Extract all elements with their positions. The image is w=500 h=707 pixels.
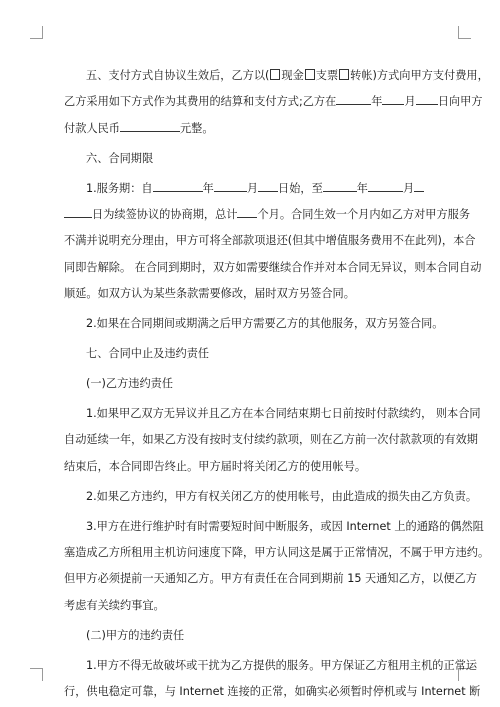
checkbox-cash[interactable] xyxy=(270,69,280,80)
blank-pay-month[interactable] xyxy=(382,93,404,105)
blank-start-month[interactable] xyxy=(214,180,247,192)
section-heading-breach: 七、合同中止及违约责任 xyxy=(86,347,210,361)
breach-a-line-2: 行，供电稳定可靠，与 Internet 连接的正常，如确实必须暂时停机或与 Internet 断 xyxy=(64,684,481,698)
document-body xyxy=(64,63,490,705)
crop-mark-top-right xyxy=(458,26,471,39)
blank-amount[interactable] xyxy=(120,120,180,132)
checkbox-check[interactable] xyxy=(305,69,315,80)
breach-b-line-2: 自动延续一年，如果乙方没有按时支付续约款项，则在乙方前一次付款款项的有效期 xyxy=(64,433,478,447)
subheading-party-a: (二)甲方的违约责任 xyxy=(86,628,185,642)
payment-method-line-1: 五、支付方式自协议生效后，乙方以( 现金 支票 转帐)方式向甲方支付费用， xyxy=(86,69,489,82)
term-line-5: 顺延。如双方认为某些条款需要修改，届时双方另签合同。 xyxy=(64,287,355,301)
blank-start-day[interactable] xyxy=(258,180,278,192)
breach-b3-line-3: 但甲方必须提前一天通知乙方。甲方有责任在合同到期前 15 天通知乙方，以便乙方 xyxy=(64,572,477,586)
crop-mark-bottom-left xyxy=(30,668,43,681)
payment-method-line-2: 乙方采用如下方式作为其费用的结算和支付方式;乙方在 年 月 日向甲方 xyxy=(64,95,483,109)
blank-end-day-part[interactable] xyxy=(414,180,424,192)
blank-end-month[interactable] xyxy=(368,180,403,192)
checkbox-transfer[interactable] xyxy=(339,69,349,80)
term-line-2: 日为续签协议的协商期，总计 个月。合同生效一个月内如乙方对甲方服务 xyxy=(64,202,441,228)
breach-b3-line-4: 考虑有关续约事宜。 xyxy=(64,598,165,612)
blank-pay-year[interactable] xyxy=(336,93,371,105)
term-line-3: 不满并说明充分理由，甲方可将全部款项退还(但其中增值服务费用不在此列)，本合 xyxy=(64,234,476,248)
blank-end-year[interactable] xyxy=(323,180,357,192)
blank-start-year[interactable] xyxy=(153,180,203,192)
crop-mark-top-left xyxy=(30,26,43,39)
section-heading-term: 六、合同期限 xyxy=(86,151,154,165)
term-line-1: 1.服务期：自 年 月 日始，至 年 月 xyxy=(64,176,441,202)
breach-b-line-3: 结束后，本合同即告终止。甲方届时将关闭乙方的使用帐号。 xyxy=(64,459,367,473)
subheading-party-b: (一)乙方违约责任 xyxy=(86,376,174,390)
blank-end-day[interactable] xyxy=(64,206,92,218)
breach-b-clause-2: 2.如果乙方违约，甲方有权关闭乙方的使用帐号，由此造成的损失由乙方负责。 xyxy=(86,489,478,503)
blank-total-months[interactable] xyxy=(237,206,257,218)
breach-b3-line-2: 塞造成乙方所租用主机访问速度下降，甲方认同这是属于正常情况，不属于甲方违约。 xyxy=(64,545,490,559)
payment-method-line-3: 付款人民币 元整。 xyxy=(64,121,214,135)
blank-pay-day[interactable] xyxy=(416,93,438,105)
breach-b3-line-1: 3.甲方在进行维护时有时需要短时间中断服务，或因 Internet 上的通路的偶然阻 xyxy=(86,519,484,533)
breach-a-line-1: 1.甲方不得无故破坏或干扰为乙方提供的服务。甲方保证乙方租用主机的正常运 xyxy=(86,658,478,672)
term-clause-2: 2.如果在合同期间或期满之后甲方需要乙方的其他服务，双方另签合同。 xyxy=(86,317,444,331)
term-line-4: 同即告解除。 在合同到期时，双方如需要继续合作并对本合同无异议，则本合同自动 xyxy=(64,260,482,274)
breach-b-line-1: 1.如果甲乙双方无异议并且乙方在本合同结束期七日前按时付款续约， 则本合同 xyxy=(86,406,481,420)
